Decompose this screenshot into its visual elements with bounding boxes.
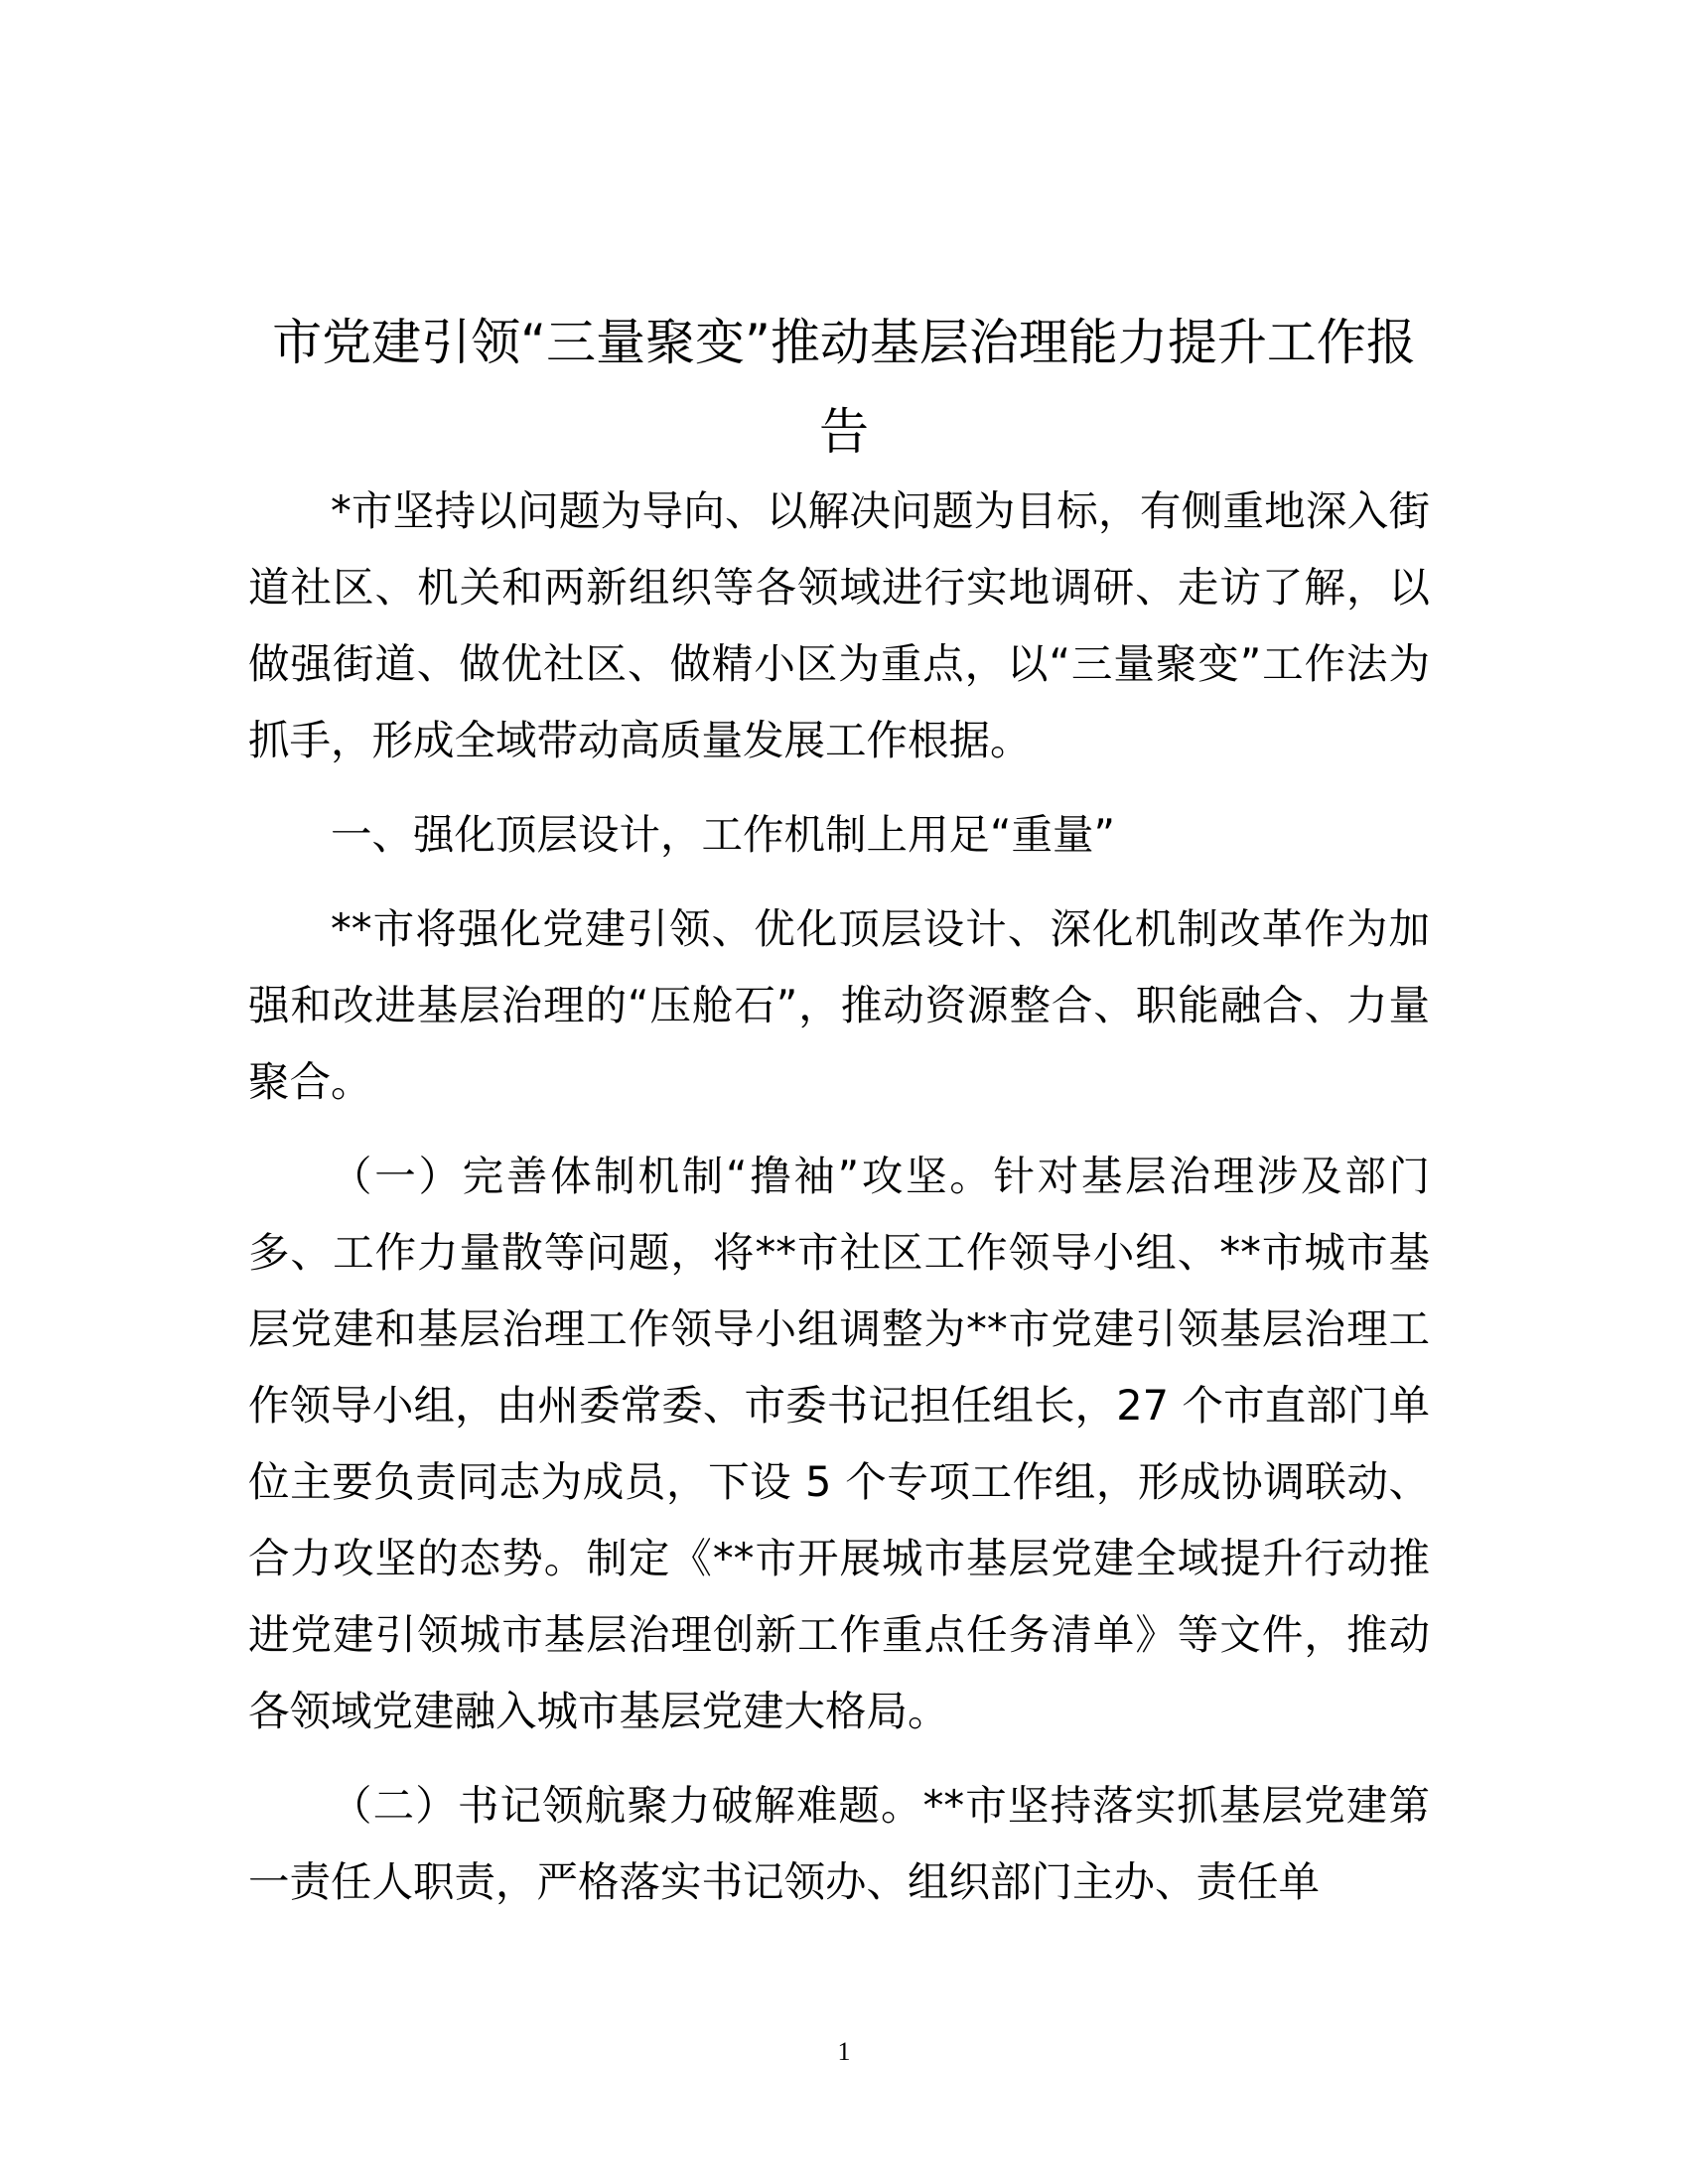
subsection-2-paragraph: （二）书记领航聚力破解难题。**市坚持落实抓基层党建第一责任人职责，严格落实书记领办、组织部门主办、责任单 (248, 1781, 1430, 1906)
section-heading-1: 一、强化顶层设计，工作机制上用足“重量” (331, 810, 1116, 859)
page-number: 1 (837, 2037, 851, 2066)
document-body (248, 473, 1430, 1920)
document-title: 市党建引领“三量聚变”推动基层治理能力提升工作报告 (272, 314, 1416, 461)
intro-paragraph: *市坚持以问题为导向、以解决问题为目标，有侧重地深入街道社区、机关和两新组织等各领域进行实地调研、走访了解，以做强街道、做优社区、做精小区为重点，以“三量聚变”工作法为抓手，形成全域带动高质量发展工作根据。 (248, 486, 1430, 764)
subsection-1-paragraph: （一）完善体制机制“撸袖”攻坚。针对基层治理涉及部门多、工作力量散等问题，将**市社区工作领导小组、**市城市基层党建和基层治理工作领导小组调整为**市党建引领基层治理工作领导小组，由州委常委、市委书记担任组长，27 个市直部门单位主要负责同志为成员，下设 5 个专项工作组，形成协调联动、合力攻坚的态势。制定《**市开展城市基层党建全域提升行动推进党建引领城市基层治理创新工作重点任务清单》等文件，推动各领域党建融入城市基层党建大格局。 (248, 1152, 1430, 1735)
section-1-intro-paragraph: **市将强化党建引领、优化顶层设计、深化机制改革作为加强和改进基层治理的“压舱石”，推动资源整合、职能融合、力量聚合。 (248, 904, 1430, 1106)
